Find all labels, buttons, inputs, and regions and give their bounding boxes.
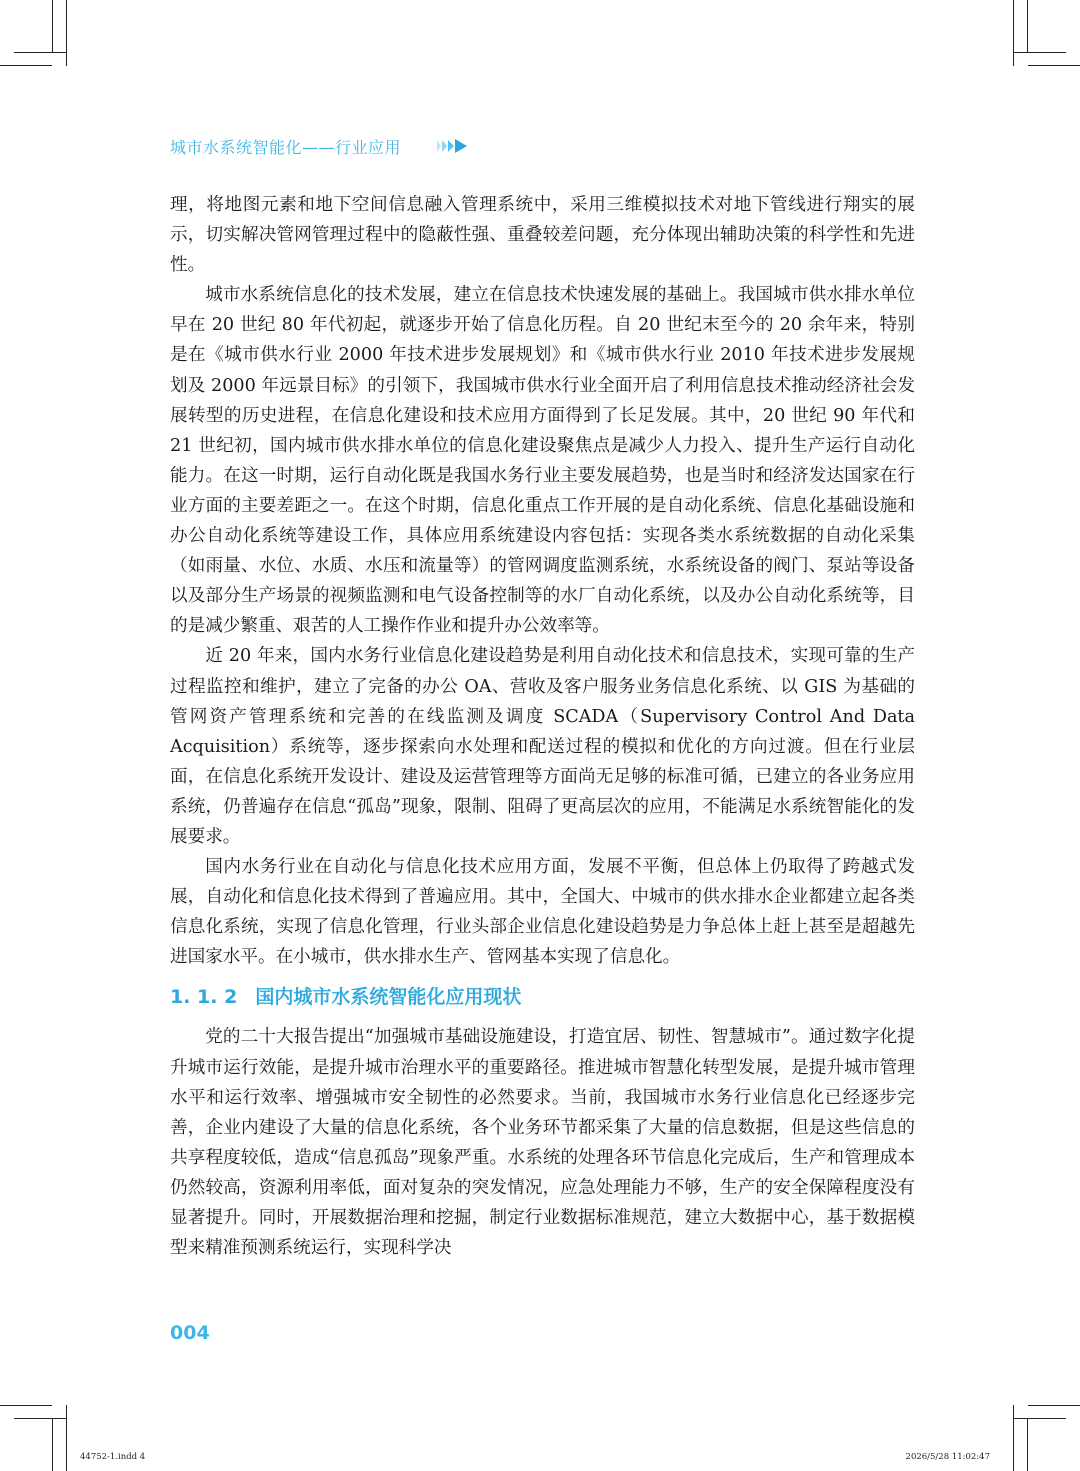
section-number: 1. 1. 2 <box>170 986 238 1009</box>
crop-mark <box>14 1418 66 1419</box>
crop-mark <box>14 52 66 53</box>
crop-mark <box>0 65 52 66</box>
paragraph: 近 20 年来，国内水务行业信息化建设趋势是利用自动化技术和信息技术，实现可靠的生产过程监控和维护，建立了完备的办公 OA、营收及客户服务业务信息化系统、以 GIS 为基础的管网资产管理系统和完善的在线监测及调度 SCADA（Supervisory Control And Data Acquisition）系统等，逐步探索向水处理和配送过程的模拟和优化的方向过渡。但在行业层面，在信息化系统开发设计、建设及运营管理等方面尚无足够的标准可循，已建立的各业务应用系统，仍普遍存在信息“孤岛”现象，限制、阻碍了更高层次的应用，不能满足水系统智能化的发展要求。 <box>170 646 915 847</box>
crop-mark <box>1013 0 1014 66</box>
crop-mark <box>0 1405 52 1406</box>
paragraph: 城市水系统信息化的技术发展，建立在信息技术快速发展的基础上。我国城市供水排水单位早在 20 世纪 80 年代初起，就逐步开始了信息化历程。自 20 世纪末至今的 20 余年来，特别是在《城市供水行业 2000 年技术进步发展规划》和《城市供水行业 2010 年技术进步发展规划及 2000 年远景目标》的引领下，我国城市供水行业全面开启了利用信息技术推动经济社会发展转型的历史进程，在信息化建设和技术应用方面得到了长足发展。其中，20 世纪 90 年代和 21 世纪初，国内城市供水排水单位的信息化建设聚焦点是减少人力投入、提升生产运行自动化能力。在这一时期，运行自动化既是我国水务行业主要发展趋势，也是当时和经济发达国家在行业方面的主要差距之一。在这个时期，信息化重点工作开展的是自动化系统、信息化基础设施和办公自动化系统等建设工作，具体应用系统建设内容包括：实现各类水系统数据的自动化采集（如雨量、水位、水质、水压和流量等）的管网调度监测系统，水系统设备的阀门、泵站等设备以及部分生产场景的视频监测和电气设备控制等的水厂自动化系统，以及办公自动化系统等，目的是减少繁重、艰苦的人工操作作业和提升办公效率等。 <box>170 285 915 637</box>
crop-mark <box>1027 0 1028 52</box>
crop-mark <box>66 0 67 66</box>
crop-mark <box>1013 1405 1014 1471</box>
running-header <box>170 134 468 158</box>
crop-mark <box>52 1418 53 1471</box>
arrow-right-icon <box>437 139 468 153</box>
body-text <box>170 190 915 1263</box>
section-title: 国内城市水系统智能化应用现状 <box>255 986 522 1009</box>
section-heading <box>170 982 915 1012</box>
page-number: 004 <box>170 1322 210 1344</box>
slug-timestamp: 2026/5/28 11:02:47 <box>905 1452 990 1462</box>
crop-mark <box>1028 65 1080 66</box>
paragraph: 党的二十大报告提出“加强城市基础设施建设，打造宜居、韧性、智慧城市”。通过数字化提升城市运行效能，是提升城市治理水平的重要路径。推进城市智慧化转型发展，是提升城市管理水平和运行效率、增强城市安全韧性的必然要求。当前，我国城市水务行业信息化已经逐步完善，企业内建设了大量的信息化系统，各个业务环节都采集了大量的信息数据，但是这些信息的共享程度较低，造成“信息孤岛”现象严重。水系统的处理各环节信息化完成后，生产和管理成本仍然较高，资源利用率低，面对复杂的突发情况，应急处理能力不够，生产的安全保障程度没有显著提升。同时，开展数据治理和挖掘，制定行业数据标准规范，建立大数据中心，基于数据模型来精准预测系统运行，实现科学决 <box>170 1027 915 1259</box>
paragraph: 国内水务行业在自动化与信息化技术应用方面，发展不平衡，但总体上仍取得了跨越式发展，自动化和信息化技术得到了普遍应用。其中，全国大、中城市的供水排水企业都建立起各类信息化系统，实现了信息化管理，行业头部企业信息化建设趋势是力争总体上赶上甚至是超越先进国家水平。在小城市，供水排水生产、管网基本实现了信息化。 <box>170 857 915 968</box>
crop-mark <box>1014 1418 1066 1419</box>
running-header-title: 城市水系统智能化——行业应用 <box>170 137 402 157</box>
crop-mark <box>1028 1405 1080 1406</box>
slug-file: 44752-1.indd 4 <box>80 1452 146 1462</box>
crop-mark <box>1014 52 1066 53</box>
paragraph: 理，将地图元素和地下空间信息融入管理系统中，采用三维模拟技术对地下管线进行翔实的展示，切实解决管网管理过程中的隐蔽性强、重叠较差问题，充分体现出辅助决策的科学性和先进性。 <box>170 195 915 276</box>
crop-mark <box>1027 1418 1028 1471</box>
crop-mark <box>66 1405 67 1471</box>
crop-mark <box>52 0 53 52</box>
